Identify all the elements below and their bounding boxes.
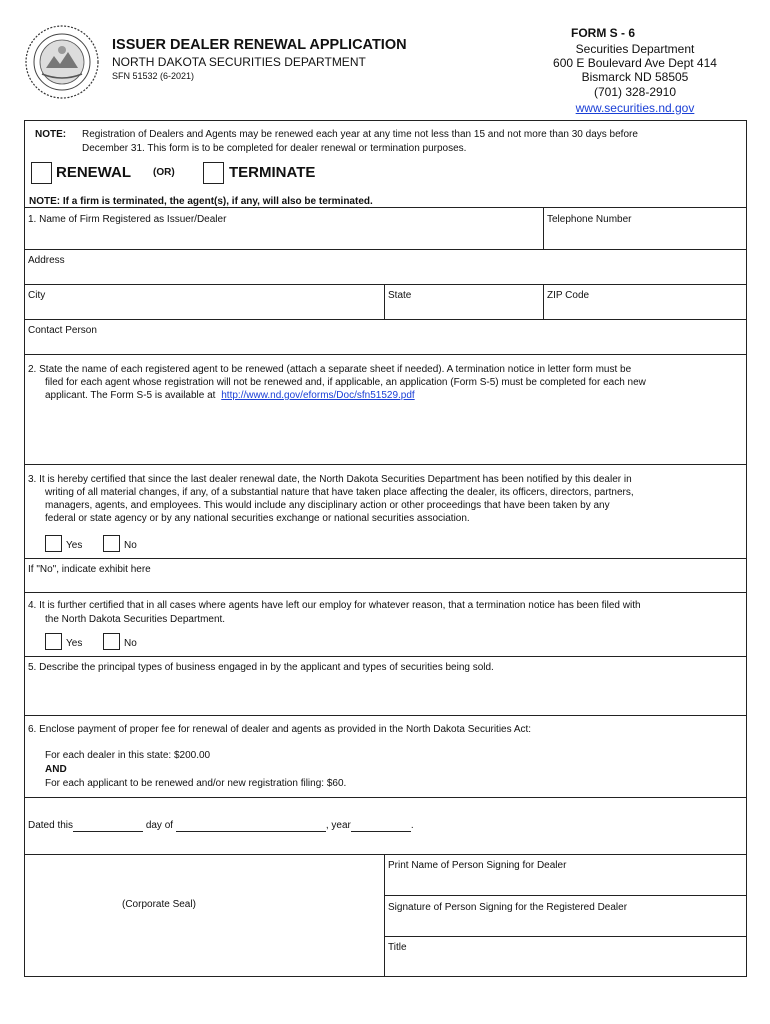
- address-line: (701) 328-2910: [593, 84, 677, 99]
- item2-text: applicant. The Form S-5 is available at: [45, 390, 216, 401]
- corporate-seal-label: (Corporate Seal): [122, 899, 196, 910]
- divider: [384, 936, 747, 937]
- title-field[interactable]: Title: [388, 942, 407, 953]
- year-input[interactable]: [351, 820, 411, 832]
- contact-person-field[interactable]: Contact Person: [28, 325, 97, 336]
- note-text-line: December 31. This form is to be completed for dealer renewal or termination purposes.: [82, 143, 467, 154]
- address-line: Bismarck ND 58505: [581, 70, 689, 85]
- item5-text: 5. Describe the principal types of business engaged in by the applicant and types of securities being sold.: [28, 662, 494, 673]
- divider: [24, 797, 747, 798]
- divider: [24, 558, 747, 559]
- dealer-fee: For each dealer in this state: $200.00: [45, 750, 211, 761]
- note-text-line: Registration of Dealers and Agents may be renewed each year at any time not less than 15 and not more than 30 days before: [82, 129, 638, 140]
- termination-note: NOTE: If a firm is terminated, the agent(s), if any, will also be terminated.: [29, 196, 373, 207]
- item4-yes-label: Yes: [66, 638, 83, 649]
- day-of-label: day of: [145, 820, 174, 831]
- divider: [24, 354, 747, 355]
- item2-text: 2. State the name of each registered agent to be renewed (attach a separate sheet if needed). A termination notice in letter form must be: [28, 364, 632, 375]
- form-title: ISSUER DEALER RENEWAL APPLICATION: [112, 37, 407, 53]
- renewal-label: RENEWAL: [56, 164, 131, 181]
- divider: [24, 284, 747, 285]
- divider: [24, 854, 747, 855]
- divider: [24, 656, 747, 657]
- day-input[interactable]: [73, 820, 143, 832]
- item4-text: 4. It is further certified that in all cases where agents have left our employ for whatever reason, that a termination notice has been filed with: [28, 600, 641, 611]
- and-label: AND: [45, 764, 67, 775]
- print-name-field[interactable]: Print Name of Person Signing for Dealer: [388, 860, 567, 871]
- sfn-number: SFN 51532 (6-2021): [112, 71, 195, 81]
- item3-no-checkbox[interactable]: [103, 535, 120, 552]
- item4-yes-checkbox[interactable]: [45, 633, 62, 650]
- item2-text: filed for each agent whose registration will not be renewed and, if applicable, an application (Form S-5) must be completed for each new: [45, 377, 646, 388]
- divider: [24, 464, 747, 465]
- city-field[interactable]: City: [28, 290, 46, 301]
- divider: [384, 895, 747, 896]
- zip-field[interactable]: ZIP Code: [547, 290, 590, 301]
- form-s5-link[interactable]: http://www.nd.gov/eforms/Doc/sfn51529.pdf: [221, 390, 415, 401]
- state-field[interactable]: State: [388, 290, 412, 301]
- item3-text: managers, agents, and employees. This would include any disciplinary action or other proceedings that have been taken by any: [45, 500, 610, 511]
- column-divider: [384, 284, 385, 319]
- department-name: NORTH DAKOTA SECURITIES DEPARTMENT: [112, 55, 366, 69]
- dated-end: .: [410, 820, 414, 831]
- applicant-fee: For each applicant to be renewed and/or new registration filing: $60.: [45, 778, 347, 789]
- item3-text: federal or state agency or by any national securities exchange or national securities association.: [45, 513, 470, 524]
- terminate-label: TERMINATE: [229, 164, 316, 181]
- department-address: [544, 42, 726, 115]
- item3-yes-checkbox[interactable]: [45, 535, 62, 552]
- item4-no-checkbox[interactable]: [103, 633, 120, 650]
- item4-text: the North Dakota Securities Department.: [45, 614, 226, 625]
- column-divider: [543, 284, 544, 319]
- dated-line: [28, 819, 414, 832]
- year-label: , year: [325, 820, 351, 831]
- item2-text: [45, 389, 415, 402]
- divider: [24, 207, 747, 208]
- divider: [24, 319, 747, 320]
- address-field[interactable]: Address: [28, 255, 65, 266]
- telephone-field[interactable]: Telephone Number: [547, 214, 632, 225]
- state-seal-logo: [24, 24, 100, 100]
- firm-name-field[interactable]: 1. Name of Firm Registered as Issuer/Dealer: [28, 214, 227, 225]
- address-line: Securities Department: [575, 42, 695, 56]
- form-number: FORM S - 6: [570, 26, 635, 40]
- terminate-checkbox[interactable]: [203, 162, 224, 184]
- column-divider: [543, 207, 544, 249]
- signature-field[interactable]: Signature of Person Signing for the Registered Dealer: [388, 902, 628, 913]
- website-link[interactable]: www.securities.nd.gov: [575, 100, 695, 115]
- exhibit-field[interactable]: If "No", indicate exhibit here: [28, 564, 151, 575]
- divider: [24, 249, 747, 250]
- item3-text: 3. It is hereby certified that since the last dealer renewal date, the North Dakota Securities Department has been notified by this dealer in: [28, 474, 632, 485]
- note-label: NOTE:: [35, 129, 67, 140]
- dated-prefix: Dated this: [28, 820, 74, 831]
- item3-no-label: No: [124, 540, 137, 551]
- or-label: (OR): [153, 167, 175, 178]
- item3-text: writing of all material changes, if any, of a substantial nature that have taken place affecting the dealer, its officers, directors, partners,: [45, 487, 634, 498]
- address-line: 600 E Boulevard Ave Dept 414: [553, 56, 717, 71]
- renewal-checkbox[interactable]: [31, 162, 52, 184]
- month-input[interactable]: [176, 820, 326, 832]
- divider: [24, 715, 747, 716]
- divider: [24, 592, 747, 593]
- item3-yes-label: Yes: [66, 540, 83, 551]
- column-divider: [384, 854, 385, 976]
- item4-no-label: No: [124, 638, 137, 649]
- item6-text: 6. Enclose payment of proper fee for renewal of dealer and agents as provided in the North Dakota Securities Act:: [28, 724, 532, 735]
